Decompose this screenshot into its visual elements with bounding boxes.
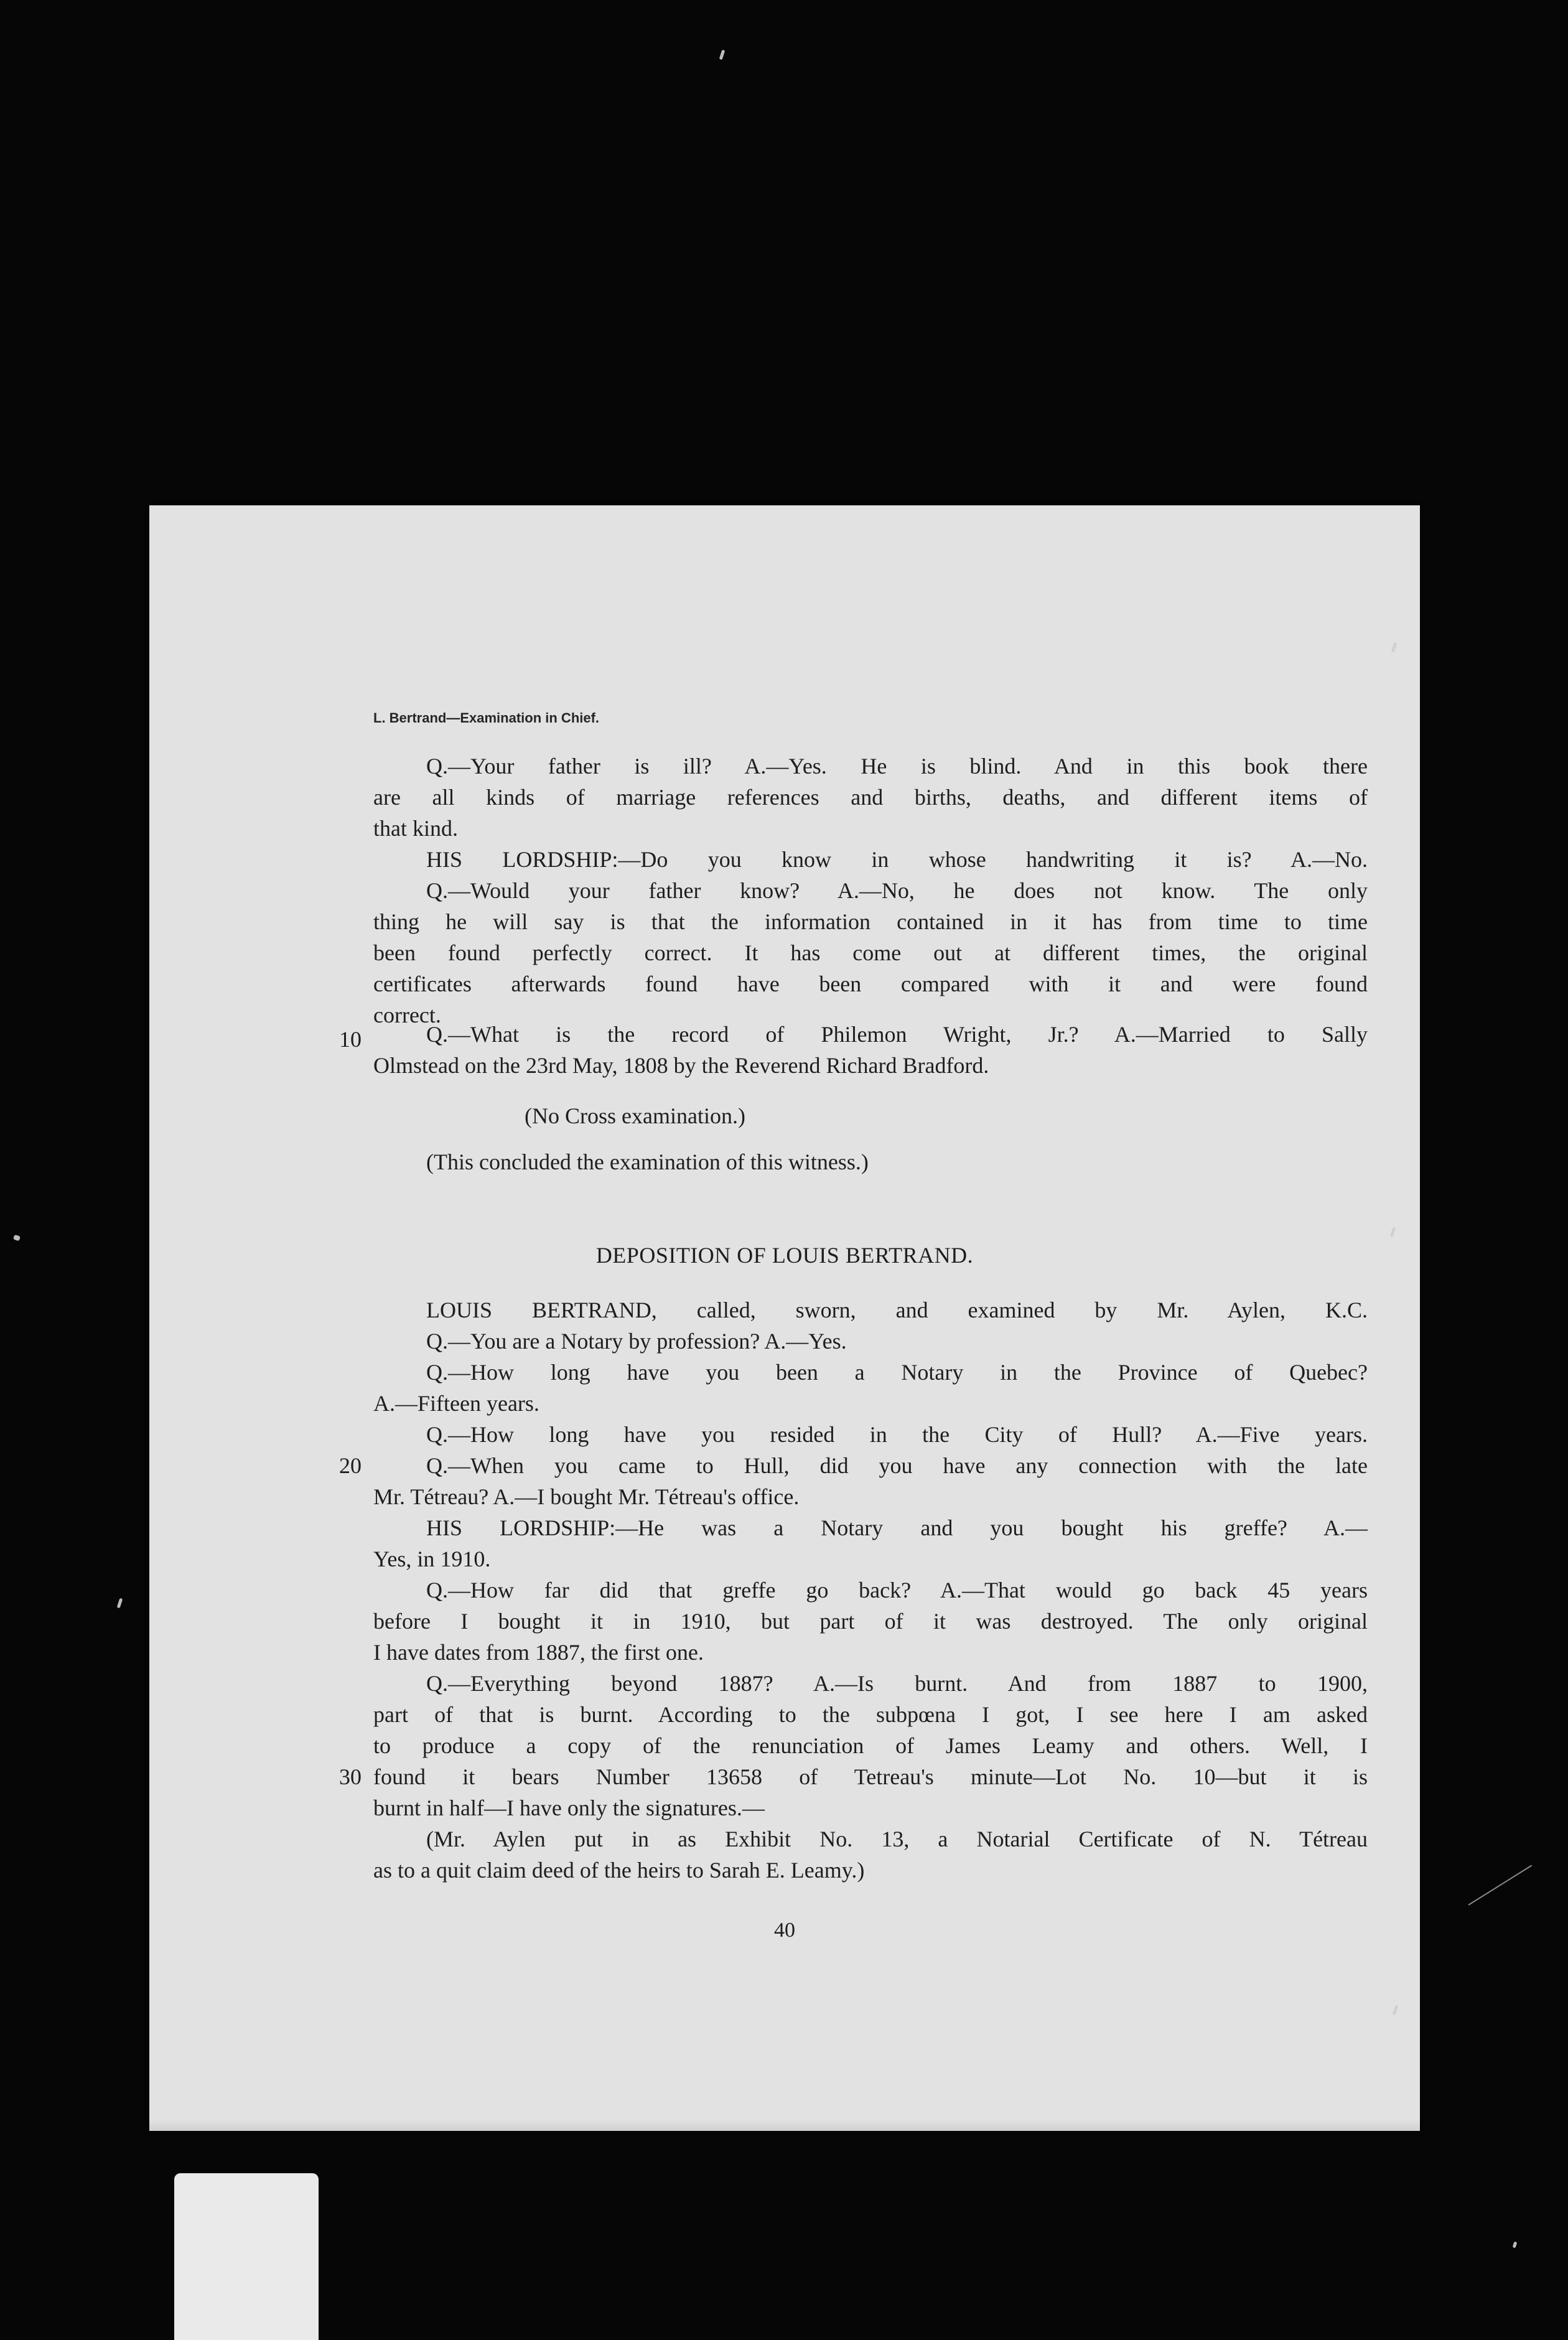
text-line: A.—Fifteen years. bbox=[373, 1391, 539, 1416]
text-line: HIS LORDSHIP:—He was a Notary and you bought his greffe? A.— bbox=[426, 1515, 1368, 1540]
text-line: (Mr. Aylen put in as Exhibit No. 13, a Notarial Certificate of N. Tétreau bbox=[426, 1827, 1368, 1851]
text-line: Q.—How long have you been a Notary in the Province of Quebec? bbox=[426, 1360, 1368, 1385]
text-line: burnt in half—I have only the signatures.— bbox=[373, 1795, 765, 1820]
text-line: I have dates from 1887, the first one. bbox=[373, 1640, 704, 1665]
text-line: that kind. bbox=[373, 816, 458, 841]
text-line: Q.—Would your father know? A.—No, he does not know. The only bbox=[426, 878, 1368, 903]
text-line: Q.—What is the record of Philemon Wright, Jr.? A.—Married to Sally bbox=[426, 1022, 1368, 1047]
line-number: 30 bbox=[339, 1764, 362, 1789]
text-line: Yes, in 1910. bbox=[373, 1547, 491, 1571]
text-line: Q.—How far did that greffe go back? A.—That would go back 45 years bbox=[426, 1578, 1368, 1603]
text-line: Olmstead on the 23rd May, 1808 by the Reverend Richard Bradford. bbox=[373, 1053, 989, 1078]
line-number: 10 bbox=[339, 1027, 362, 1052]
section-heading: DEPOSITION OF LOUIS BERTRAND. bbox=[595, 1243, 974, 1268]
paper-tab bbox=[174, 2173, 319, 2340]
text-line: thing he will say is that the information contained in it has from time to time bbox=[373, 909, 1368, 934]
text-line: as to a quit claim deed of the heirs to Sarah E. Leamy.) bbox=[373, 1858, 865, 1883]
dust-speck bbox=[719, 50, 726, 60]
dust-speck bbox=[13, 1235, 21, 1242]
text-line: been found perfectly correct. It has come out at different times, the original bbox=[373, 940, 1368, 965]
dust-speck bbox=[1513, 2241, 1518, 2248]
text-line: (This concluded the examination of this witness.) bbox=[426, 1149, 869, 1174]
text-line: HIS LORDSHIP:—Do you know in whose handwriting it is? A.—No. bbox=[426, 847, 1368, 872]
document-page bbox=[149, 505, 1420, 2131]
text-line: Q.—You are a Notary by profession? A.—Yes. bbox=[426, 1329, 847, 1354]
text-line: are all kinds of marriage references and births, deaths, and different items of bbox=[373, 785, 1368, 810]
text-line: Q.—Everything beyond 1887? A.—Is burnt. And from 1887 to 1900, bbox=[426, 1671, 1368, 1696]
text-line: Q.—When you came to Hull, did you have any connection with the late bbox=[426, 1453, 1368, 1478]
text-line: correct. bbox=[373, 1003, 441, 1027]
running-header: L. Bertrand—Examination in Chief. bbox=[373, 710, 600, 726]
text-line: Mr. Tétreau? A.—I bought Mr. Tétreau's office. bbox=[373, 1484, 800, 1509]
text-line: before I bought it in 1910, but part of it was destroyed. The only original bbox=[373, 1609, 1368, 1634]
page-number: 40 bbox=[774, 1919, 795, 1942]
line-number: 20 bbox=[339, 1453, 362, 1478]
dust-speck bbox=[117, 1598, 123, 1609]
text-line: certificates afterwards found have been compared with it and were found bbox=[373, 971, 1368, 996]
text-line: found it bears Number 13658 of Tetreau's minute—Lot No. 10—but it is bbox=[373, 1764, 1368, 1789]
text-line: (No Cross examination.) bbox=[525, 1103, 745, 1128]
text-line: to produce a copy of the renunciation of James Leamy and others. Well, I bbox=[373, 1733, 1368, 1758]
text-line: Q.—How long have you resided in the City of Hull? A.—Five years. bbox=[426, 1422, 1368, 1447]
text-line: part of that is burnt. According to the subpœna I got, I see here I am asked bbox=[373, 1702, 1368, 1727]
scratch-mark bbox=[1468, 1865, 1532, 1906]
text-line: Q.—Your father is ill? A.—Yes. He is blind. And in this book there bbox=[426, 754, 1368, 779]
text-line: LOUIS BERTRAND, called, sworn, and examined by Mr. Aylen, K.C. bbox=[426, 1298, 1368, 1322]
